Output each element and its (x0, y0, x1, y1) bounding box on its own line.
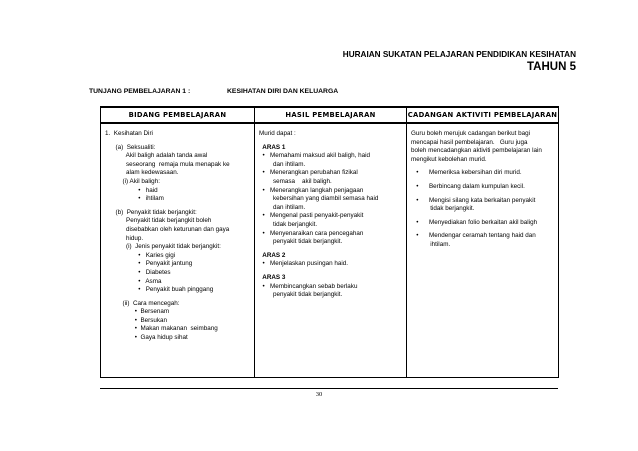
col1-line: Penyakit tidak berjangkit boleh (105, 217, 212, 225)
col2-line: • Mengenal pasti penyakit-penyakit (259, 212, 364, 220)
col1-line: • Makan makanan seimbang (105, 325, 218, 333)
col1-line: • Bersukan (105, 316, 168, 324)
col2-line: ARAS 3 (259, 273, 286, 281)
col2-line: semasa akil baligh. (259, 177, 332, 185)
col1-line: • Penyakit buah pinggang (105, 286, 214, 294)
col1-line: (a) Seksualiti: (105, 143, 156, 151)
col3-line: mengikut kebolehan murid. (411, 155, 487, 163)
header-bidang: BIDANG PEMBELAJARAN (101, 107, 255, 123)
cadangan-content (407, 124, 558, 250)
col2-line: tidak berjangkit. (259, 220, 318, 228)
col1-line: Akil baligh adalah tanda awal (105, 152, 208, 160)
col2-line: • Menjelaskan pusingan haid. (259, 260, 349, 268)
hasil-content (255, 124, 406, 300)
col1-line: (ii) Cara mencegah: (105, 299, 180, 307)
col1-line: • ihtilam (105, 195, 164, 203)
col1-line: (i) Jenis penyakit tidak berjangkit: (105, 243, 221, 251)
col3-line: Guru boleh merujuk cadangan berikut bagi (411, 130, 531, 137)
col1-line: seseorang remaja mula menapak ke (105, 160, 230, 168)
col2-line: penyakit tidak berjangkit. (259, 238, 343, 246)
header-hasil: HASIL PEMBELAJARAN (255, 107, 407, 123)
year-label: TAHUN 5 (527, 61, 576, 73)
col2-line: • Menerangkan langkah penjagaan (259, 186, 364, 194)
table-header-row (101, 107, 559, 123)
col2-line: • Memahami maksud akil baligh, haid (259, 152, 371, 160)
tunjang-value: KESIHATAN DIRI DAN KELUARGA (227, 88, 339, 95)
col3-line: mencapai hasil pembelajaran. Guru juga (411, 138, 528, 146)
col1-line: • Karies gigi (105, 251, 176, 259)
col1-line: (b) Penyakit tidak berjangkit: (105, 208, 197, 216)
bidang-content (101, 124, 254, 343)
col2-line: dan ihtilam. (259, 203, 306, 211)
cadangan-cell (407, 123, 559, 378)
col1-line: (i) Akil baligh: (105, 177, 160, 185)
col1-line: • Gaya hidup sihat (105, 334, 188, 342)
syllabus-table (100, 106, 559, 378)
col1-line: • Diabetes (105, 268, 171, 276)
col1-line: • Asma (105, 277, 162, 285)
page-number: 30 (315, 391, 323, 398)
col1-line: alam kedewasaan. (105, 169, 179, 177)
col2-line: ARAS 2 (259, 251, 286, 259)
col2-line: • Menerangkan perubahan fizikal (259, 169, 358, 177)
col3-line: • Mengisi silang kata berkaitan penyakit (411, 196, 536, 204)
col1-line: 1. Kesihatan Diri (105, 130, 153, 137)
col3-line: tidak berjangkit. (411, 205, 475, 213)
col1-line: • Penyakit jantung (105, 260, 193, 268)
document-title: HURAIAN SUKATAN PELAJARAN PENDIDIKAN KESIHATAN (342, 50, 576, 59)
col1-line: • Bersenam (105, 308, 170, 316)
tunjang-label: TUNJANG PEMBELAJARAN 1 : (89, 88, 191, 95)
col1-line: • haid (105, 186, 158, 194)
col2-line: • Menyenaraikan cara pencegahan (259, 229, 364, 237)
col2-line: Murid dapat : (259, 130, 296, 137)
col3-line: • Mendengar ceramah tentang haid dan (411, 232, 536, 240)
col3-line: ihtilam. (411, 240, 451, 248)
col3-line: • Menyediakan folio berkaitan akil baligh (411, 218, 538, 226)
header-cadangan: CADANGAN AKTIVITI PEMBELAJARAN (407, 107, 559, 123)
col3-line: • Memeriksa kebersihan diri murid. (411, 169, 522, 177)
col2-line: ARAS 1 (259, 143, 286, 151)
bidang-cell (101, 123, 255, 378)
col3-line: boleh mencadangkan aktiviti pembelajaran lain (411, 147, 542, 155)
col2-line: dan ihtilam. (259, 160, 306, 168)
col1-line: disebabkan oleh keturunan dan gaya (105, 225, 230, 233)
col3-line: • Berbincang dalam kumpulan kecil. (411, 182, 525, 190)
col2-line: kebersihan yang diambil semasa haid (259, 195, 379, 203)
hasil-cell (255, 123, 407, 378)
table-body-row (101, 123, 559, 378)
footer-divider (100, 388, 558, 389)
col2-line: • Membincangkan sebab berlaku (259, 282, 358, 290)
col2-line: penyakit tidak berjangkit. (259, 291, 343, 299)
col1-line: hidup. (105, 234, 144, 242)
